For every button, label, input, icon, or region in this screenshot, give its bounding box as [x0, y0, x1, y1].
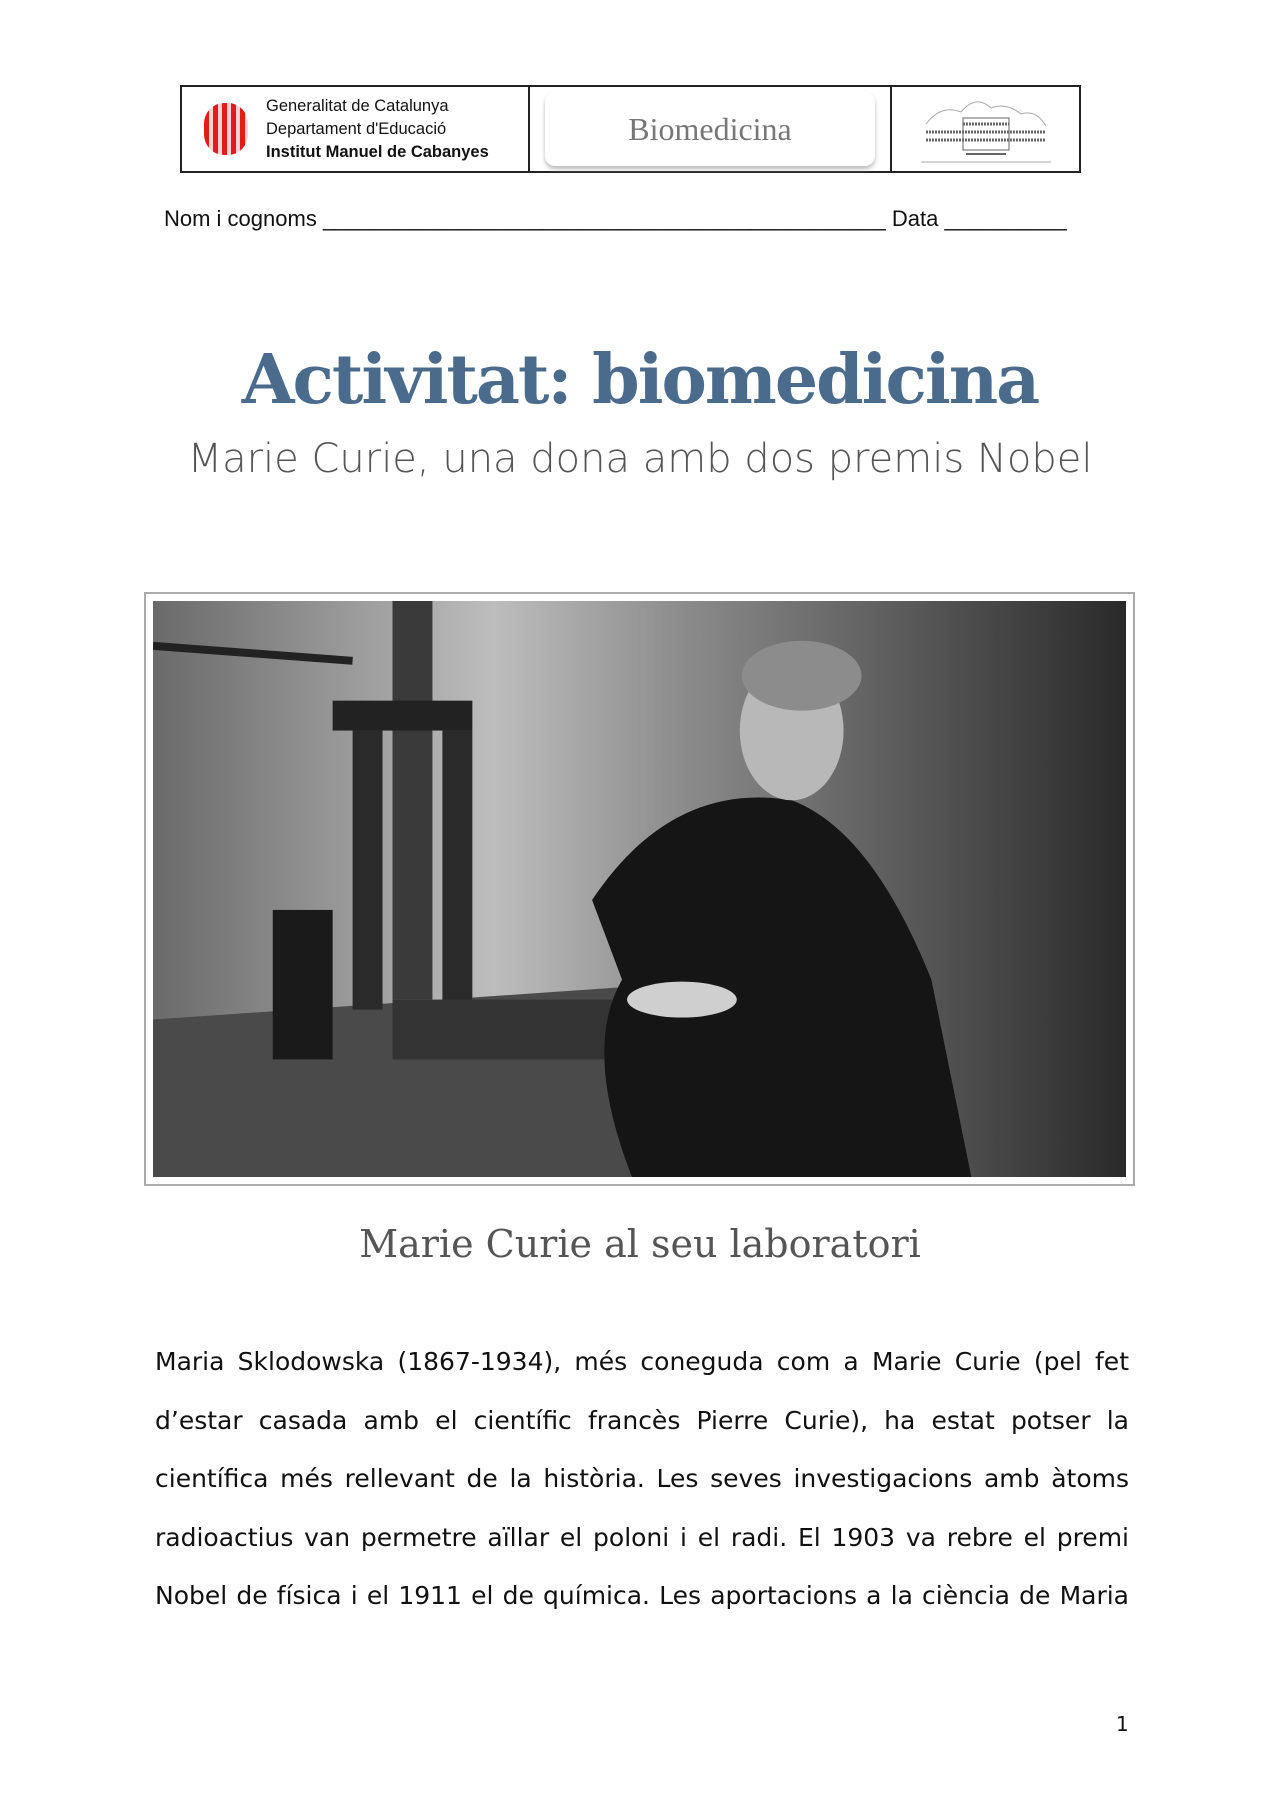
paragraph-line: Maria Sklodowska (1867-1934), més coneguda com a Marie Curie (pel fet [155, 1347, 1129, 1376]
body-paragraph [155, 1333, 1129, 1626]
building-icon [921, 94, 1051, 164]
paragraph-line: d’estar casada amb el científic francès Pierre Curie), ha estat potser la [155, 1405, 1129, 1435]
institution-cell [182, 87, 530, 171]
school-building-logo [892, 87, 1079, 171]
page-number: 1 [1116, 1712, 1129, 1736]
subject-cell [530, 87, 892, 171]
page-title: Activitat: biomedicina [241, 340, 1039, 420]
institution-line: Generalitat de Catalunya [266, 96, 449, 115]
paragraph-line: científica més rellevant de la història. Les seves investigacions amb àtoms [155, 1464, 1129, 1493]
name-field[interactable]: Nom i cognoms ______________________________________________ [164, 206, 886, 231]
header-table [180, 85, 1081, 173]
page-subtitle: Marie Curie, una dona amb dos premis Nobel [187, 436, 1093, 482]
photo-caption: Marie Curie al seu laboratori [359, 1222, 921, 1266]
subject-label: Biomedicina [545, 92, 875, 166]
paragraph-line: radioactius van permetre aïllar el poloni i el radi. El 1903 va rebre el premi [155, 1522, 1129, 1552]
date-field[interactable]: Data __________ [891, 206, 1067, 231]
photo-image [153, 601, 1126, 1177]
paragraph-line: Nobel de física i el 1911 el de química. Les aportacions a la ciència de Maria [155, 1581, 1129, 1610]
institution-line: Departament d'Educació [266, 119, 447, 138]
school-name: Institut Manuel de Cabanyes [266, 142, 489, 161]
name-date-line [164, 206, 1067, 232]
marie-curie-photo [144, 592, 1135, 1186]
institution-text [266, 95, 489, 164]
generalitat-crest-icon [204, 103, 248, 155]
